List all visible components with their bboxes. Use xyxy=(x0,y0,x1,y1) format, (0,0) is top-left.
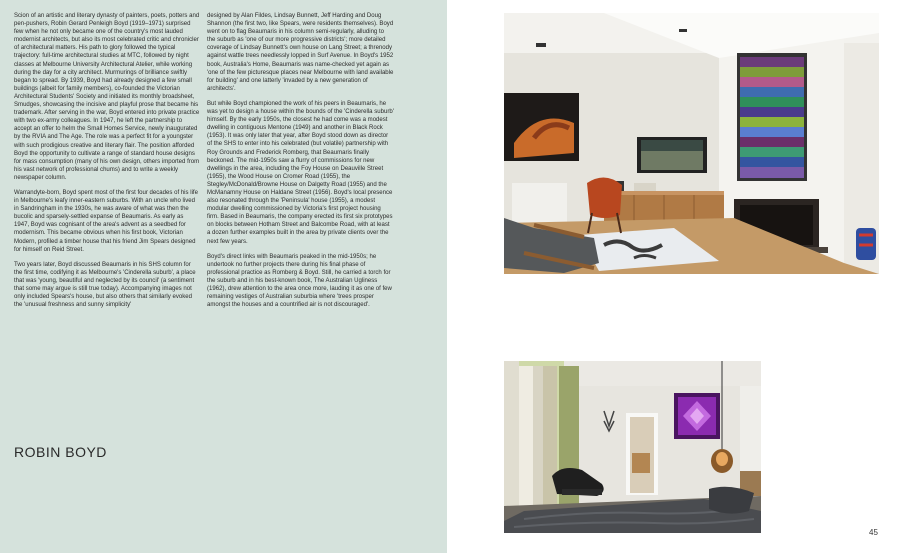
text-column-2 xyxy=(207,12,394,316)
paragraph: Warrandyte-born, Boyd spent most of the first four decades of his life in Melbourne's leafy inner-eastern suburbs. With an uncle who lived in Sandringham in the 1930s, he was aware of what was then the bucolic and sparsely-settled expanse of Beaumaris. As early as 1947, Boyd was cognisant of the area's advent as a seedbed for modernism. This became obvious when his first book, Victorian Modern, profiled a timber house that his friend Jim Spears designed for himself on Reid Street. xyxy=(14,189,198,253)
page-number: 45 xyxy=(869,528,878,537)
paragraph: Two years later, Boyd discussed Beaumaris in his SHS column for the first time, codifying it as Melbourne's 'Cinderella suburb', a place that was 'young, beautiful and neglected by its council' (a sentiment that some may argue is still true today). Accompanying images not only included Spears's house, but also others that similarly evoked the 'unusual freshness and sunny simplicity' xyxy=(14,261,196,309)
paragraph: Boyd's direct links with Beaumaris peaked in the mid-1950s; he undertook no further projects there during his final phase of professional practice as Romberg & Boyd. Still, he carried a torch for the suburb and in his best-known book, The Australian Ugliness (1962), drew attention to the area once more, lauding it as one of few remaining vestiges of Australian suburbia where 'trees prosper amongst the houses and a countrified air is not discouraged'. xyxy=(207,253,392,309)
paragraph: Scion of an artistic and literary dynasty of painters, poets, potters and pen-pushers, Robin Gerard Penleigh Boyd (1919–1971) surprised few when he not only became one of the country's most lauded modernist architects, but also its most celebrated critic and chronicler of architectural matters. His path to glory followed the typical trajectory: full-time architectural studies at MTC, followed by night classes at Melbourne University Architectural Atelier, while working during the day for a city architect. Murmurings of brilliance swiftly began to spread. By 1939, Boyd had already designed a few small buildings (albeit for family members), co-founded the Victorian Architectural Students' Society and initiated its monthly broadsheet, Smudges, showcasing the incisive and playful prose that became his trademark. After serving in the war, Boyd entered into private practice with two ex-army colleagues. In 1947, he left the partnership to accept an offer to helm the Small Homes Service, newly inaugurated by the RVIA and The Age. The role was a perfect fit for a youngster with such prodigious creative and literary flair. The position afforded Boyd the opportunity to cultivate a range of standard house designs for mass consumption (many of his own design, others imported from his vast network of professional chums) and to write a weekly newspaper column. xyxy=(14,13,200,181)
text-column-1 xyxy=(14,12,200,316)
paragraph: But while Boyd championed the work of his peers in Beaumaris, he was yet to design a house within the bounds of the 'Cinderella suburb' himself. By the early 1950s, the closest he had come was a modest dwelling in contiguous Mentone (1949) and another in Black Rock (1953). It was only later that year, after Boyd stood down as director of the SHS to enter into his celebrated (but volatile) partnership with Roy Grounds and Frederick Romberg, that Beaumaris finally beckoned. The mid-1950s saw a flurry of commissions for new dwellings in the area, including the Foy House on Deauville Street (1955), the Wood House on Cromer Road (1955), the Stegley/McDonald/Browne House on Dalgetty Road (1955) and the McManamny House on Haldane Street (1956). Boyd's local presence also resonated through the 'Peninsula' house (1955), a modest modular dwelling commissioned by Victoria's first project housing firm. Based in Beaumaris, the company erected its first six prototypes on blocks between Hotham Street and Balcombe Road, with at least a dozen further examples built in the area by private clients over the next few years. xyxy=(207,100,394,245)
bedroom-photo xyxy=(504,361,761,533)
paragraph: designed by Alan Fildes, Lindsay Bunnett, Jeff Harding and Doug Shannon (the first two, like Spears, were residents themselves). Boyd went on to flag Beaumaris in his column semi-regularly, alluding to the suburb as 'one of our more progressive districts'; more detailed coverage of Lindsay Bunnett's own house on Lang Street; a threnody against wattle trees needlessly lopped in Surf Avenue. In Boyd's 1952 book, Australia's Home, Beaumaris was name-checked yet again as 'one of the few picturesque places near Melbourne with land available for building' and one latterly 'invaded by a new generation of architects'. xyxy=(207,13,394,92)
left-page xyxy=(0,0,447,553)
living-room-photo xyxy=(504,13,879,274)
section-title: ROBIN BOYD xyxy=(14,444,107,460)
